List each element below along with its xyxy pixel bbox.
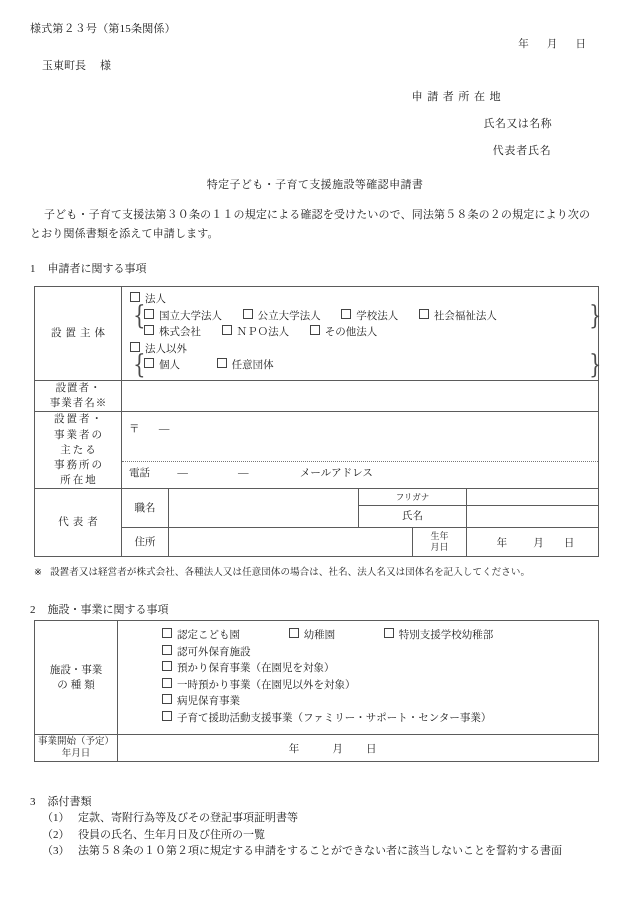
office-address-cell (122, 412, 599, 489)
checkbox-icon[interactable] (162, 678, 172, 688)
brace-left-icon (130, 309, 142, 342)
checkbox-icon[interactable] (310, 325, 320, 335)
checkbox-icon[interactable] (419, 309, 429, 319)
attachment-text: 役員の氏名、生年月日及び住所の一覧 (78, 828, 265, 841)
checkbox-certified-childcare-center[interactable] (162, 628, 240, 645)
section3-heading (30, 793, 92, 809)
office-label-line2: 事業者の (54, 429, 104, 441)
date-year-label: 年 (518, 39, 529, 50)
postal-dash: — (158, 423, 170, 435)
section1-number: 1 (30, 263, 36, 275)
birth-month-label: 月 (533, 537, 544, 549)
facility-type-row-5 (162, 694, 598, 711)
office-address-label (35, 412, 122, 489)
address-input[interactable] (169, 528, 413, 557)
addressee-honorific: 様 (100, 60, 111, 72)
post-title-input[interactable] (169, 489, 359, 528)
checkbox-special-support-school[interactable] (384, 628, 494, 645)
office-label-line4: 事務所の (54, 459, 104, 471)
corporation-types-row-2 (144, 325, 586, 342)
attachment-index: （1） (42, 812, 70, 824)
attachment-text: 定款、寄附行為等及びその登記事項証明書等 (78, 812, 298, 824)
non-corporation-row (130, 342, 598, 359)
start-date-label-line1: 事業開始（予定） (37, 737, 114, 748)
office-label-line5: 所在地 (60, 475, 98, 487)
start-day-label: 日 (366, 743, 377, 755)
checkbox-voluntary-group[interactable] (217, 358, 274, 375)
facility-type-label-line1: 施設・事業 (49, 664, 103, 676)
section3-number: 3 (30, 796, 36, 808)
checkbox-label: 認可外保育施設 (177, 646, 251, 658)
section2-heading (30, 601, 169, 617)
checkbox-icon[interactable] (144, 325, 154, 335)
checkbox-school-corp[interactable] (341, 309, 398, 326)
checkbox-icon[interactable] (144, 309, 154, 319)
birthdate-label (413, 528, 467, 557)
facility-type-row-6 (162, 711, 598, 728)
tel-label: 電話 (129, 467, 150, 479)
checkbox-label: 病児保育事業 (177, 696, 240, 708)
checkbox-label: 一時預かり事業（在園児以外を対象） (177, 679, 356, 691)
facility-type-label (35, 621, 118, 735)
note-text: 設置者又は経営者が株式会社、各種法人又は任意団体の場合は、社名、法人名又は団体名を記入してください。 (50, 568, 531, 578)
subject-choices-cell (122, 287, 599, 381)
attachment-index: （3） (42, 845, 70, 857)
name-label: 氏名 (359, 506, 467, 528)
postal-code-area[interactable] (122, 417, 598, 462)
checkbox-icon[interactable] (222, 325, 232, 335)
email-label: メールアドレス (299, 467, 373, 479)
checkbox-label: 国立大学法人 (159, 310, 222, 322)
checkbox-icon[interactable] (162, 711, 172, 721)
table-row-office-address (35, 412, 599, 489)
checkbox-temporary-care[interactable] (162, 678, 356, 695)
date-month-label: 月 (546, 39, 558, 50)
checkbox-unlicensed-childcare[interactable] (162, 645, 251, 662)
birthdate-label-line2: 月日 (430, 542, 449, 553)
start-date-input[interactable] (118, 735, 599, 762)
facility-type-row-2 (162, 645, 598, 662)
checkbox-extended-care[interactable] (162, 661, 335, 678)
table-row-facility-type (35, 621, 599, 735)
lead-paragraph: 子ども・子育て支援法第３０条の１１の規定による確認を受けたいので、同法第５８条の２の規定により次のとおり関係書類を添えて申請します。 (30, 209, 591, 240)
checkbox-other-corp[interactable] (310, 325, 378, 342)
table-row-start-date (35, 735, 599, 762)
checkbox-corporation-label: 法人 (145, 294, 166, 305)
representative-label: 代表者 (35, 489, 122, 557)
checkbox-label: 社会福祉法人 (433, 310, 497, 322)
addressee (42, 57, 111, 73)
non-corporation-group (130, 358, 598, 375)
checkbox-family-support-center[interactable] (162, 711, 491, 728)
attachment-text: 法第５８条の１０第２項に規定する申請をすることができない者に該当しないことを誓約する書面 (78, 845, 562, 857)
corporation-group (130, 309, 598, 342)
attachment-index: （2） (42, 828, 70, 841)
subject-choices (122, 287, 598, 380)
checkbox-sick-child-care[interactable] (162, 694, 240, 711)
checkbox-icon[interactable] (144, 358, 154, 368)
name-input[interactable] (467, 506, 599, 528)
list-item (42, 827, 562, 844)
addressee-name: 玉東町長 (42, 60, 86, 72)
subject-label: 設置主体 (35, 287, 122, 381)
address-label: 住所 (122, 528, 169, 557)
list-item (42, 843, 562, 860)
checkbox-icon[interactable] (162, 694, 172, 704)
brace-left-icon (130, 358, 142, 375)
applicant-table-note (34, 564, 530, 578)
brace-right-icon (586, 358, 598, 375)
birth-year-label: 年 (496, 537, 508, 549)
tel-dash-2: — (238, 467, 249, 479)
checkbox-icon[interactable] (341, 309, 351, 319)
postal-mark-icon: 〒 (129, 423, 140, 435)
checkbox-public-univ-corp[interactable] (243, 309, 321, 326)
checkbox-label: その他法人 (324, 327, 378, 339)
checkbox-label: ＮＰＯ法人 (236, 327, 290, 339)
office-label-line3: 主たる (60, 444, 98, 456)
checkbox-label: 公立大学法人 (257, 310, 321, 322)
form-number: 様式第２３号（第15条関係） (30, 23, 176, 35)
checkbox-icon[interactable] (162, 645, 172, 655)
birthdate-input[interactable] (467, 528, 599, 557)
attachment-list (42, 810, 562, 860)
checkbox-label: 子育て援助活動支援事業（ファミリー・サポート・センター事業） (177, 712, 492, 724)
office-label-line1: 設置者・ (54, 414, 104, 426)
applicant-representative-label: 代表者氏名 (492, 145, 552, 157)
start-year-label: 年 (288, 743, 300, 755)
furigana-input[interactable] (467, 489, 599, 506)
checkbox-national-univ-corp[interactable] (144, 309, 222, 326)
table-row-subject (35, 287, 599, 381)
page-title: 特定子ども・子育て支援施設等確認申請書 (206, 179, 424, 191)
note-mark-icon: ※ (34, 568, 43, 578)
checkbox-icon[interactable] (162, 628, 172, 638)
furigana-label: フリガナ (359, 489, 467, 506)
checkbox-label: 預かり保育事業（在園児を対象） (177, 663, 335, 675)
checkbox-label: 認定こども園 (177, 630, 240, 641)
date-day-label: 日 (575, 39, 586, 50)
checkbox-icon[interactable] (217, 358, 227, 368)
checkbox-label: 学校法人 (356, 310, 399, 322)
birth-day-label: 日 (563, 537, 575, 549)
tel-dash-1: — (177, 467, 188, 479)
section1-title: 申請者に関する事項 (47, 263, 147, 275)
section2-title: 施設・事業に関する事項 (47, 604, 169, 616)
operator-name-label-line1: 設置者・ (55, 382, 102, 394)
table-row-representative-furigana (35, 489, 599, 506)
birthdate-label-line1: 生年 (430, 531, 449, 542)
applicant-address-label: 申請者所在地 (411, 91, 506, 103)
checkbox-label: 株式会社 (159, 327, 201, 339)
corporation-row (130, 292, 598, 309)
facility-type-row-1 (162, 628, 598, 645)
applicant-signature-block (411, 88, 552, 169)
date-line (518, 36, 586, 51)
checkbox-icon[interactable] (162, 661, 172, 671)
checkbox-label: 任意団体 (231, 360, 274, 372)
checkbox-kindergarten[interactable] (289, 628, 336, 645)
checkbox-non-corporation-label: 法人以外 (145, 343, 187, 355)
checkbox-individual[interactable] (144, 358, 180, 375)
post-title-label: 職名 (122, 489, 169, 528)
checkbox-icon[interactable] (243, 309, 253, 319)
operator-name-label (35, 380, 122, 411)
section1-heading (30, 260, 147, 276)
section2-number: 2 (30, 604, 36, 616)
brace-right-icon (586, 309, 598, 342)
facility-type-label-line2: の種類 (57, 679, 98, 691)
checkbox-label: 個人 (159, 360, 180, 372)
checkbox-icon[interactable] (384, 628, 394, 638)
start-month-label: 月 (332, 743, 343, 755)
operator-name-label-line2: 事業者名※ (49, 398, 108, 410)
applicant-name-label: 氏名又は名称 (483, 118, 552, 130)
checkbox-icon[interactable] (289, 628, 299, 638)
section3-title: 添付書類 (47, 796, 92, 808)
list-item (42, 810, 562, 827)
facility-table (34, 620, 599, 762)
corporation-types-row-1 (144, 309, 586, 326)
checkbox-npo-corp[interactable] (222, 325, 290, 342)
facility-type-row-3 (162, 661, 598, 678)
start-date-label-line2: 年月日 (61, 749, 91, 760)
non-corporation-types-row (144, 358, 586, 375)
applicant-table (34, 286, 599, 557)
tel-email-area (122, 462, 598, 484)
checkbox-label: 幼稚園 (303, 630, 336, 641)
facility-type-choices (118, 621, 599, 735)
operator-name-input[interactable] (122, 380, 599, 411)
start-date-label (35, 735, 118, 762)
checkbox-label: 特別支援学校幼稚部 (398, 630, 494, 641)
facility-type-row-4 (162, 678, 598, 695)
table-row-operator-name (35, 380, 599, 411)
checkbox-social-welfare-corp[interactable] (419, 309, 497, 326)
checkbox-kabushiki-kaisha[interactable] (144, 325, 201, 342)
